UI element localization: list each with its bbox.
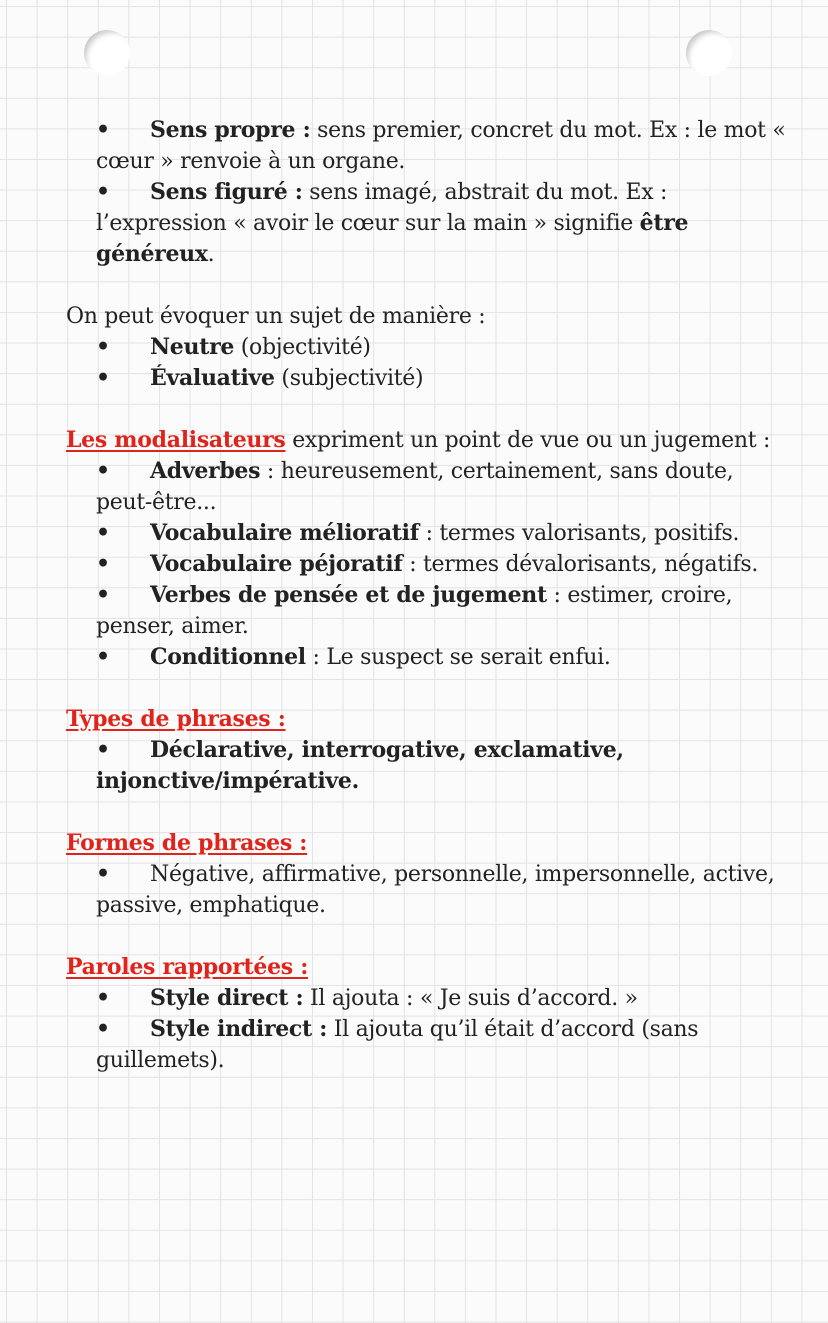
list-item-style-indirect: [66, 1014, 786, 1076]
definition: : termes valorisants, positifs.: [418, 521, 740, 546]
notes-content: [66, 115, 786, 1076]
list-item-style-direct: [66, 983, 786, 1014]
section-formes: [66, 828, 786, 859]
emphasis: être généreux: [96, 210, 689, 267]
list-item-verbes: [66, 580, 786, 642]
bullet: •: [96, 179, 110, 205]
term: Sens propre :: [150, 117, 311, 143]
bullet: •: [96, 737, 110, 763]
section-types: [66, 704, 786, 735]
bullet: •: [96, 582, 110, 608]
modalisateurs-intro: expriment un point de vue ou un jugement :: [285, 428, 771, 453]
formes-list: Négative, affirmative, personnelle, impersonnelle, active, passive, emphatique.: [96, 862, 775, 918]
term: Verbes de pensée et de jugement: [150, 582, 547, 608]
definition: : heureusement, certainement, sans doute, peut-être...: [96, 459, 734, 515]
list-item-types: [66, 735, 786, 797]
list-item-pejoratif: [66, 549, 786, 580]
definition: (subjectivité): [274, 366, 424, 391]
list-item-neutre: [66, 332, 786, 363]
types-list: Déclarative, interrogative, exclamative, injonctive/impérative.: [96, 737, 624, 794]
paragraph-modalisateurs: [66, 425, 786, 456]
term: Sens figuré :: [150, 179, 303, 205]
list-item-sens-propre: [66, 115, 786, 177]
term: Évaluative: [150, 365, 275, 391]
bullet: •: [96, 520, 110, 546]
term: Conditionnel: [150, 644, 306, 670]
term: Style direct :: [150, 985, 304, 1011]
bullet: •: [96, 334, 110, 360]
term: Adverbes: [150, 458, 261, 484]
bullet: •: [96, 644, 110, 670]
bullet: •: [96, 117, 110, 143]
definition: Il ajouta qu’il était d’accord (sans guillemets).: [96, 1017, 699, 1073]
bullet: •: [96, 861, 110, 887]
heading-paroles: Paroles rapportées :: [66, 954, 309, 980]
term: Style indirect :: [150, 1016, 328, 1042]
bullet: •: [96, 365, 110, 391]
list-item-evaluative: [66, 363, 786, 394]
bullet: •: [96, 551, 110, 577]
definition: sens premier, concret du mot. Ex : le mot « cœur » renvoie à un organe.: [96, 118, 786, 174]
heading-formes: Formes de phrases :: [66, 830, 308, 856]
term: Vocabulaire mélioratif: [150, 520, 419, 546]
paragraph-evocation-intro: On peut évoquer un sujet de manière :: [66, 304, 486, 329]
term: Neutre: [150, 334, 235, 360]
section-paroles: [66, 952, 786, 983]
bullet: •: [96, 1016, 110, 1042]
bullet: •: [96, 458, 110, 484]
punctuation: .: [207, 242, 215, 267]
heading-types: Types de phrases :: [66, 706, 286, 732]
definition: Il ajouta : « Je suis d’accord. »: [303, 986, 638, 1011]
list-item-formes: [66, 859, 786, 921]
punch-hole-left: [84, 30, 130, 76]
definition: : estimer, croire, penser, aimer.: [96, 583, 733, 639]
bullet: •: [96, 985, 110, 1011]
list-item-sens-figure: [66, 177, 786, 270]
term: Vocabulaire péjoratif: [150, 551, 403, 577]
heading-modalisateurs: Les modalisateurs: [66, 427, 286, 453]
definition: (objectivité): [234, 335, 371, 360]
list-item-melioratif: [66, 518, 786, 549]
punch-hole-right: [686, 30, 732, 76]
list-item-adverbes: [66, 456, 786, 518]
definition: : termes dévalorisants, négatifs.: [402, 552, 759, 577]
definition: sens imagé, abstrait du mot. Ex : l’expression « avoir le cœur sur la main » signifie: [96, 180, 668, 236]
list-item-conditionnel: [66, 642, 786, 673]
definition: : Le suspect se serait enfui.: [305, 645, 611, 670]
